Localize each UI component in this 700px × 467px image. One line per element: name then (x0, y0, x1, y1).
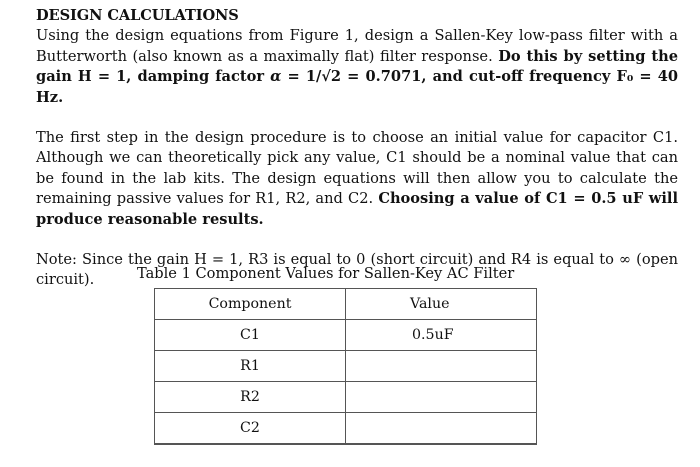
table-row (155, 382, 537, 413)
table-row (155, 413, 537, 445)
procedure-bold-text: Choosing a value of C1 = 0.5 uF will produce reasonable results. (36, 190, 678, 228)
procedure-text: The first step in the design procedure is to choose an initial value for capacitor C1. Although we can theoretically pick any value, C1 should be a nominal value that can be found in the lab kits. The design equations will then allow you to calculate the remaining passive values for R1, R2, and C2. (36, 129, 678, 208)
header-value: Value (346, 289, 537, 320)
component-cell: C2 (155, 413, 346, 445)
gain-damping-text: Do this by setting the gain H = 1, damping factor (36, 47, 679, 86)
damping-equation: = 1/√2 = (281, 68, 366, 86)
paragraph-procedure (36, 128, 678, 230)
cutoff-frequency-text: , and cut-off frequency F₀ = 40 Hz. (36, 68, 679, 106)
component-cell: R2 (155, 382, 346, 413)
table-row (155, 351, 537, 382)
value-cell (346, 351, 537, 382)
section-heading: DESIGN CALCULATIONS (36, 7, 239, 24)
damping-value: 0.7071 (365, 68, 422, 86)
instruction-text: Using the design equations from Figure 1, design a Sallen-Key low-pass filter with a Butterworth (also known as a maximally flat) filter response. (36, 27, 678, 65)
table-row (155, 320, 537, 351)
header-component: Component (155, 289, 346, 320)
component-cell: R1 (155, 351, 346, 382)
alpha-symbol: α (270, 68, 282, 86)
value-cell (346, 382, 537, 413)
value-cell: 0.5uF (346, 320, 537, 351)
value-cell (346, 413, 537, 445)
note-text: Note: Since the gain H = 1, R3 is equal to 0 (short circuit) and R4 is equal to ∞ (open circuit). (36, 251, 678, 289)
component-values-table (154, 288, 537, 445)
table-caption: Table 1 Component Values for Sallen-Key AC Filter (137, 265, 515, 282)
paragraph-design-instructions (36, 26, 678, 108)
table-header-row (155, 289, 537, 320)
component-cell: C1 (155, 320, 346, 351)
document-page (36, 6, 678, 291)
